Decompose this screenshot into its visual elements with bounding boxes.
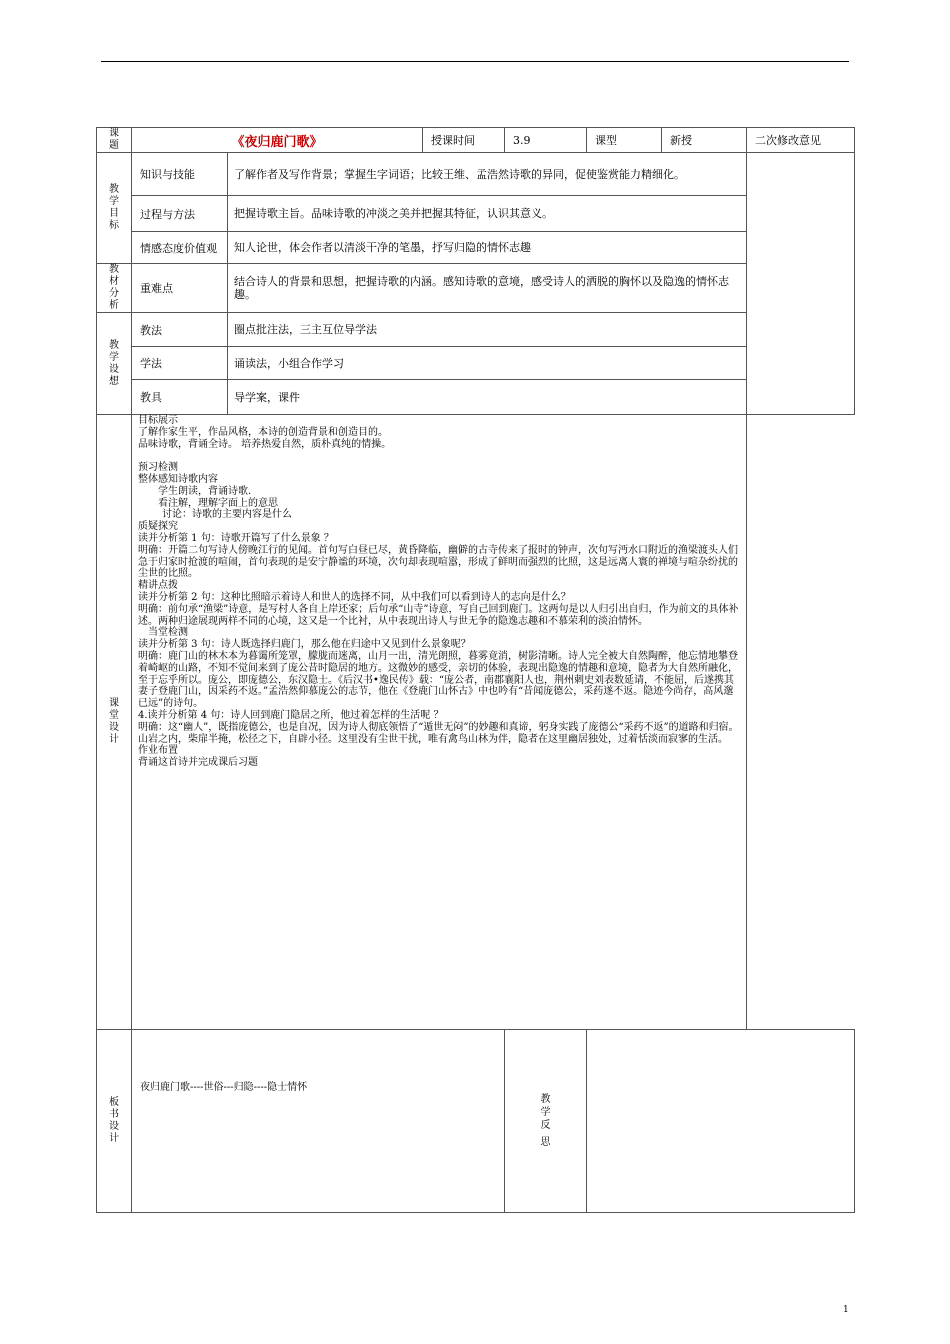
analysis-row — [97, 264, 855, 313]
classroom-line — [138, 450, 742, 462]
classroom-line: 整体感知诗歌内容 — [138, 473, 218, 485]
analysis-section-label: 教材分析 — [109, 264, 119, 311]
design-row — [97, 347, 855, 380]
design-row — [97, 313, 855, 347]
analysis-section-cell — [97, 264, 132, 313]
classroom-line: 读并分析第 3 句：诗人既选择归鹿门，那么他在归途中又见到什么景象呢？ — [138, 639, 471, 651]
design-content: 诵读法，小组合作学习 — [228, 347, 747, 380]
type-value: 新授 — [662, 128, 747, 153]
goal-row — [97, 196, 855, 232]
time-label: 授课时间 — [423, 128, 505, 153]
goal-content: 了解作者及写作背景；掌握生字词语；比较王维、孟浩然诗歌的异同，促使鉴赏能力精细化。 — [228, 153, 747, 196]
page-number: 1 — [843, 1305, 849, 1315]
reflection-label-cell — [505, 1030, 587, 1213]
board-row — [97, 1030, 855, 1213]
classroom-line: 读并分析第 2 句：这种比照暗示着诗人和世人的选择不同，从中我们可以看到诗人的志向是什么？ — [138, 591, 571, 603]
classroom-line: 明确：开篇二句写诗人傍晚江行的见闻。首句写白昼已尽，黄昏降临，幽僻的古寺传来了报时的钟声，次句写沔水口附近的渔梁渡头人们急于归家时抢渡的喧闹，首句表现的是安宁静谧的环境，次句却表现喧嚣，形成了鲜明而强烈的比照，这是远离人寰的禅境与喧杂纷扰的尘世的比照。 — [138, 544, 738, 580]
design-label: 教具 — [132, 380, 228, 415]
classroom-line: 预习检测 — [138, 462, 178, 474]
goal-row — [97, 232, 855, 264]
classroom-line: 明确：鹿门山的林木本为暮霭所笼罩，朦胧而迷离，山月一出，清光朗照，暮雾竟消，树影清晰。诗人完全被大自然陶醉，他忘情地攀登着崎岖的山路，不知不觉间来到了庞公昔时隐居的地方。这微妙的感受，亲切的体验，表现出隐逸的情趣和意境，隐者为大自然所融化，至于忘乎所以。庞公，即庞德公，东汉隐士。《后汉书•逸民传》载：“庞公者，南郡襄阳人也，荆州刺史刘表数延请，不能屈，后遂携其妻子登鹿门山，因采药不返。”孟浩然仰慕庞公的志节，他在《登鹿门山怀古》中也吟有“昔闻庞德公，采药遂不返。隐迹今尚存，高风邈已远”的诗句。 — [138, 650, 738, 710]
revision-label: 二次修改意见 — [747, 128, 855, 153]
analysis-label: 重难点 — [132, 264, 228, 313]
classroom-section-label: 课堂设计 — [109, 698, 119, 745]
lesson-plan-table — [96, 127, 855, 1213]
classroom-row — [97, 415, 855, 1030]
classroom-line: 目标展示 — [138, 415, 178, 426]
header-rule — [101, 61, 849, 62]
board-section-cell — [97, 1030, 132, 1213]
classroom-line: 4.读并分析第 4 句：诗人回到鹿门隐居之所，他过着怎样的生活呢 ？ — [138, 709, 444, 721]
classroom-section-cell — [97, 415, 132, 1030]
goals-section-label: 教学目标 — [109, 184, 119, 231]
design-label: 学法 — [132, 347, 228, 380]
reflection-content — [587, 1030, 855, 1213]
goal-row — [97, 153, 855, 196]
classroom-line: 当堂检测 — [148, 627, 188, 639]
design-section-cell — [97, 313, 132, 415]
classroom-line: 讨论：诗歌的主要内容是什么 — [162, 509, 292, 521]
classroom-line: 明确：这“幽人”，既指庞德公，也是自况，因为诗人彻底领悟了“遁世无闷”的妙趣和真谛，躬身实践了庞德公“采药不返”的道路和归宿。山岩之内，柴扉半掩，松径之下，自辟小径。这里没有尘世干扰，唯有禽鸟山林为伴，隐者在这里幽居独处，过着恬淡而寂寥的生活。 — [138, 721, 739, 745]
classroom-line: 看注解，理解字面上的意思 — [158, 497, 278, 509]
classroom-line: 明确：前句承“渔梁”诗意，是写村人各自上岸还家；后句承“山寺”诗意，写自己回到鹿门。这两句是以人归引出自归，作为前文的具体补述。两种归途展现两样不同的心境，这又是一个比衬，从中表现出诗人与世无争的隐逸志趣和不慕荣利的淡泊情怀。 — [138, 603, 739, 627]
goal-label: 过程与方法 — [132, 196, 228, 232]
time-value: 3.9 — [505, 128, 587, 153]
design-content: 圈点批注法，三主互位导学法 — [228, 313, 747, 347]
analysis-content: 结合诗人的背景和思想，把握诗歌的内涵。感知诗歌的意境，感受诗人的洒脱的胸怀以及隐逸的情怀志趣。 — [228, 264, 747, 313]
course-label-cell — [97, 128, 132, 153]
classroom-line: 精讲点拨 — [138, 580, 178, 592]
lesson-title: 《夜归鹿门歌》 — [132, 128, 423, 153]
design-row — [97, 380, 855, 415]
header-row — [97, 128, 855, 153]
goal-content: 把握诗歌主旨。品味诗歌的冲淡之美并把握其特征，认识其意义。 — [228, 196, 747, 232]
goals-section-cell — [97, 153, 132, 264]
type-label: 课型 — [587, 128, 662, 153]
course-label: 课题 — [109, 128, 119, 151]
goal-label: 知识与技能 — [132, 153, 228, 196]
revision-column — [747, 153, 855, 415]
classroom-line: 作业布置 — [138, 745, 178, 757]
classroom-line: 质疑探究 — [138, 521, 178, 533]
classroom-line: 背诵这首诗并完成课后习题 — [138, 757, 258, 769]
design-section-label: 教学设想 — [109, 339, 119, 387]
design-label: 教法 — [132, 313, 228, 347]
goal-content: 知人论世，体会作者以清淡干净的笔墨，抒写归隐的情怀志趣 — [228, 232, 747, 264]
classroom-content — [132, 415, 747, 1030]
board-section-label: 板书设计 — [109, 1097, 119, 1144]
goal-label: 情感态度价值观 — [132, 232, 228, 264]
reflection-label-line2: 思 — [540, 1137, 551, 1148]
classroom-line: 了解作家生平，作品风格，本诗的创造背景和创造目的。 — [138, 426, 388, 438]
board-content: 夜归鹿门歌----世俗---归隐----隐士情怀 — [132, 1030, 505, 1213]
reflection-label-line1: 教学反 — [540, 1094, 551, 1131]
classroom-line: 学生朗读，背诵诗歌. — [158, 485, 252, 497]
design-content: 导学案，课件 — [228, 380, 747, 415]
classroom-line: 品味诗歌，背诵全诗。 培养热爱自然，质朴真纯的情操。 — [138, 438, 392, 450]
classroom-line: 读并分析第 1 句：诗歌开篇写了什么景象 ？ — [138, 532, 334, 544]
